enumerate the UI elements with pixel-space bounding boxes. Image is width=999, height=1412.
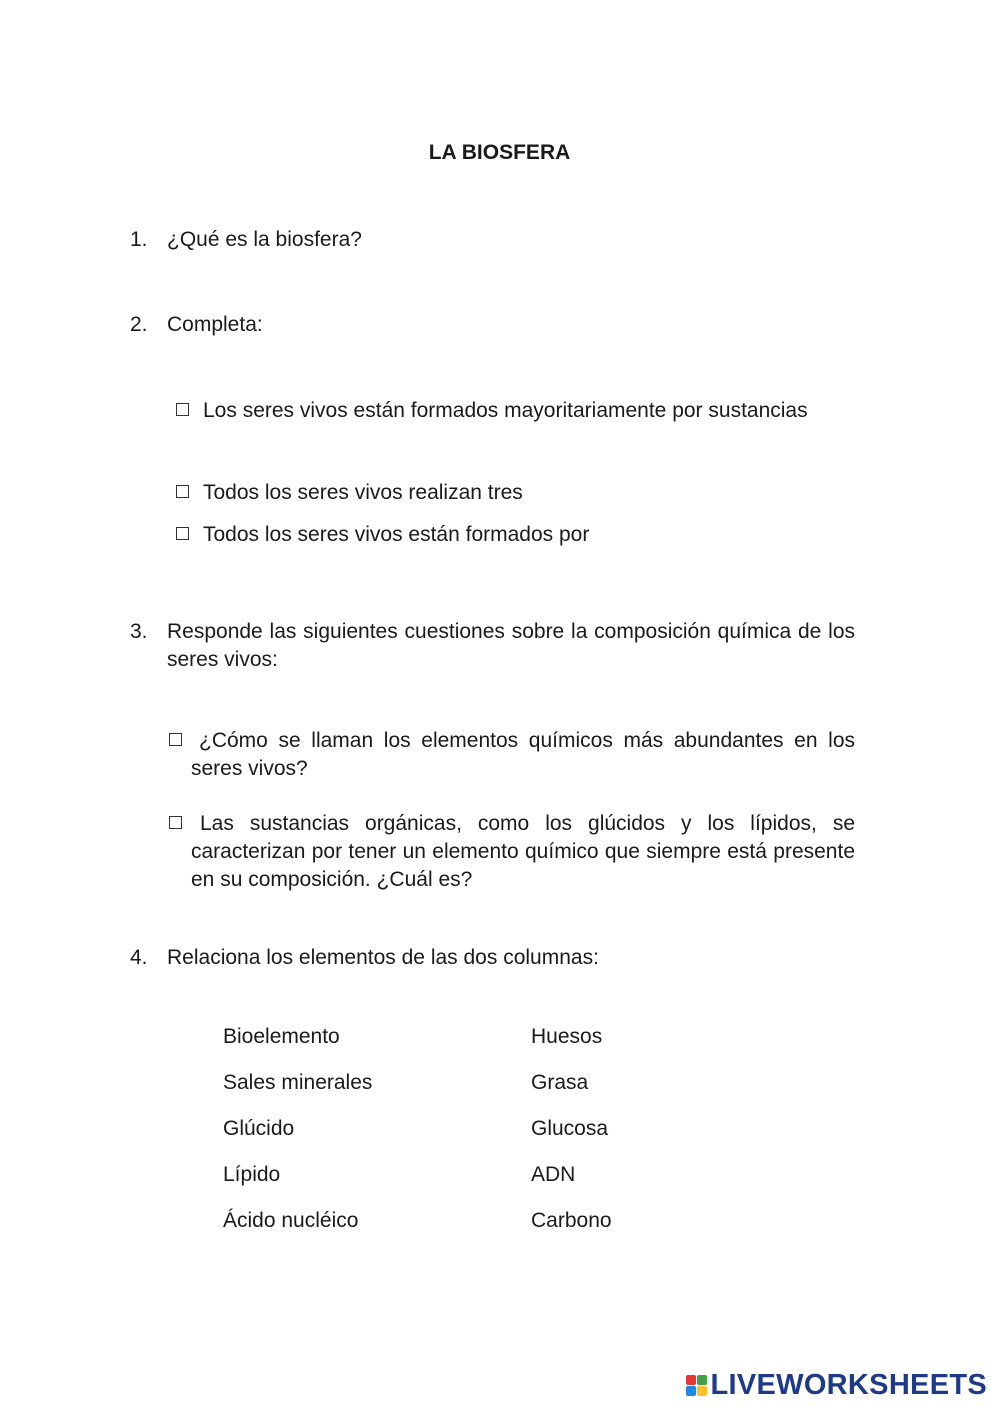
left-column-item: Lípido: [223, 1163, 281, 1186]
liveworksheets-logo: [686, 1369, 988, 1402]
right-column-item: Grasa: [531, 1071, 589, 1094]
question-text: Responde las siguientes cuestiones sobre la composición química de los seres vivos:: [167, 620, 855, 671]
right-column-item: Huesos: [531, 1025, 603, 1048]
right-column-item: Carbono: [531, 1209, 612, 1232]
checkbox-icon[interactable]: [176, 479, 189, 507]
logo-mark-icon: [686, 1375, 708, 1397]
checkbox-icon[interactable]: [169, 727, 182, 755]
right-column-item: ADN: [531, 1163, 576, 1186]
complete-item: Todos los seres vivos realizan tres: [203, 481, 523, 504]
right-column-item: Glucosa: [531, 1117, 609, 1140]
checkbox-icon[interactable]: [176, 397, 189, 425]
page-title: LA BIOSFERA: [428, 141, 571, 164]
question-text: ¿Qué es la biosfera?: [167, 228, 362, 251]
left-column-item: Sales minerales: [223, 1071, 373, 1094]
left-column-item: Bioelemento: [223, 1025, 340, 1048]
question-text: Relaciona los elementos de las dos columnas:: [167, 946, 599, 969]
complete-item: Todos los seres vivos están formados por: [203, 523, 590, 546]
question-number: 3.: [130, 620, 148, 643]
respond-item: ¿Cómo se llaman los elementos químicos más abundantes en los seres vivos?: [191, 729, 855, 780]
checkbox-icon[interactable]: [169, 810, 182, 838]
question-number: 4.: [130, 946, 148, 969]
question-number: 2.: [130, 313, 148, 336]
question-number: 1.: [130, 228, 148, 251]
respond-item: Las sustancias orgánicas, como los glúcidos y los lípidos, se caracterizan por tener un elemento químico que siempre está presente en su composición. ¿Cuál es?: [191, 812, 855, 891]
question-text: Completa:: [167, 313, 263, 336]
logo-text: LIVEWORKSHEETS: [710, 1369, 987, 1401]
left-column-item: Glúcido: [223, 1117, 295, 1140]
left-column-item: Ácido nucléico: [223, 1209, 359, 1232]
checkbox-icon[interactable]: [176, 521, 189, 549]
complete-item: Los seres vivos están formados mayoritariamente por sustancias: [203, 399, 808, 422]
